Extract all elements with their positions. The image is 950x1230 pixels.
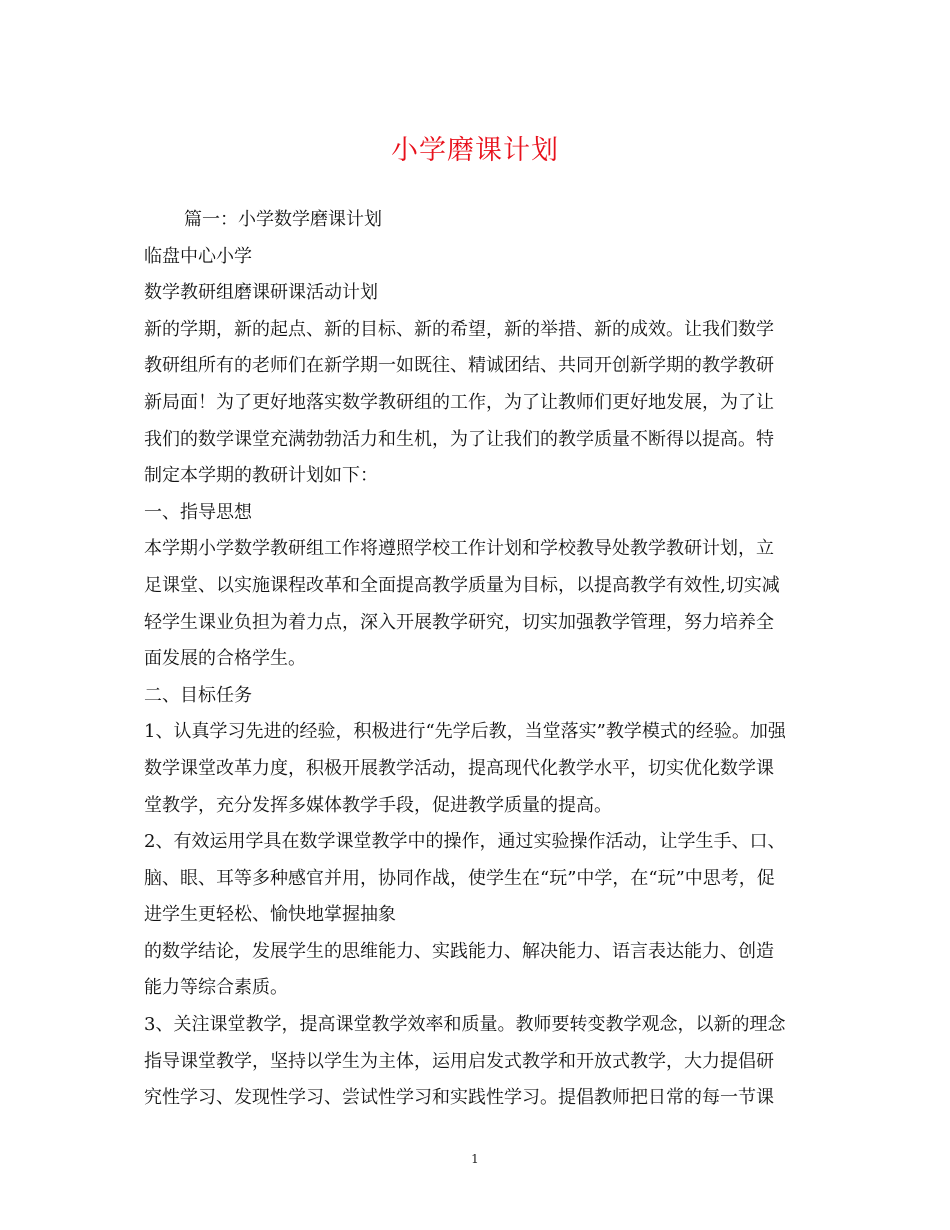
- section-heading-guiding-ideas: 一、指导思想: [144, 501, 252, 523]
- paragraph-line: 数学课堂改革力度，积极开展教学活动，提高现代化教学水平，切实优化数学课: [144, 757, 774, 779]
- paragraph-line: 指导课堂教学，坚持以学生为主体，运用启发式教学和开放式教学，大力提倡研: [144, 1050, 774, 1072]
- paragraph-line: 面发展的合格学生。: [144, 648, 306, 670]
- paragraph-line: 能力等综合素质。: [144, 977, 288, 999]
- paragraph-line: 3、关注课堂教学，提高课堂教学效率和质量。教师要转变教学观念，以新的理念: [144, 1014, 786, 1036]
- paragraph-line: 新局面！为了更好地落实数学教研组的工作，为了让教师们更好地发展，为了让: [144, 391, 774, 413]
- paragraph-line: 进学生更轻松、愉快地掌握抽象: [144, 904, 396, 926]
- paragraph-line: 的数学结论，发展学生的思维能力、实践能力、解决能力、语言表达能力、创造: [144, 940, 774, 962]
- paragraph-line: 堂教学，充分发挥多媒体教学手段，促进教学质量的提高。: [144, 794, 612, 816]
- paragraph-line: 本学期小学数学教研组工作将遵照学校工作计划和学校教导处教学教研计划，立: [144, 538, 774, 560]
- section-heading-goals: 二、目标任务: [144, 684, 252, 706]
- paragraph-line: 究性学习、发现性学习、尝试性学习和实践性学习。提倡教师把日常的每一节课: [144, 1087, 774, 1109]
- paragraph-line: 足课堂、以实施课程改革和全面提高教学质量为目标，以提高教学有效性,切实减: [144, 574, 780, 596]
- paragraph-line: 脑、眼、耳等多种感官并用，协同作战，使学生在“玩”中学，在“玩”中思考，促: [144, 867, 775, 889]
- school-name: 临盘中心小学: [144, 245, 252, 267]
- paragraph-line: 1、认真学习先进的经验，积极进行“先学后教，当堂落实”教学模式的经验。加强: [144, 721, 786, 743]
- paragraph-line: 制定本学期的教研计划如下：: [144, 465, 378, 487]
- paragraph-line: 轻学生课业负担为着力点，深入开展教学研究，切实加强教学管理，努力培养全: [144, 611, 774, 633]
- page-number: 1: [471, 1152, 479, 1166]
- paragraph-line: 2、有效运用学具在数学课堂教学中的操作，通过实验操作活动，让学生手、口、: [144, 831, 786, 853]
- document-body: [144, 202, 809, 1117]
- paragraph-line: 教研组所有的老师们在新学期一如既往、精诚团结、共同开创新学期的教学教研: [144, 355, 774, 377]
- paragraph-line: 我们的数学课堂充满勃勃活力和生机，为了让我们的教学质量不断得以提高。特: [144, 428, 774, 450]
- document-title: 小学磨课计划: [391, 135, 559, 166]
- plan-subtitle: 数学教研组磨课研课活动计划: [144, 282, 378, 304]
- section-heading-part-one: 篇一：小学数学磨课计划: [184, 209, 382, 230]
- paragraph-line: 新的学期，新的起点、新的目标、新的希望，新的举措、新的成效。让我们数学: [144, 318, 774, 340]
